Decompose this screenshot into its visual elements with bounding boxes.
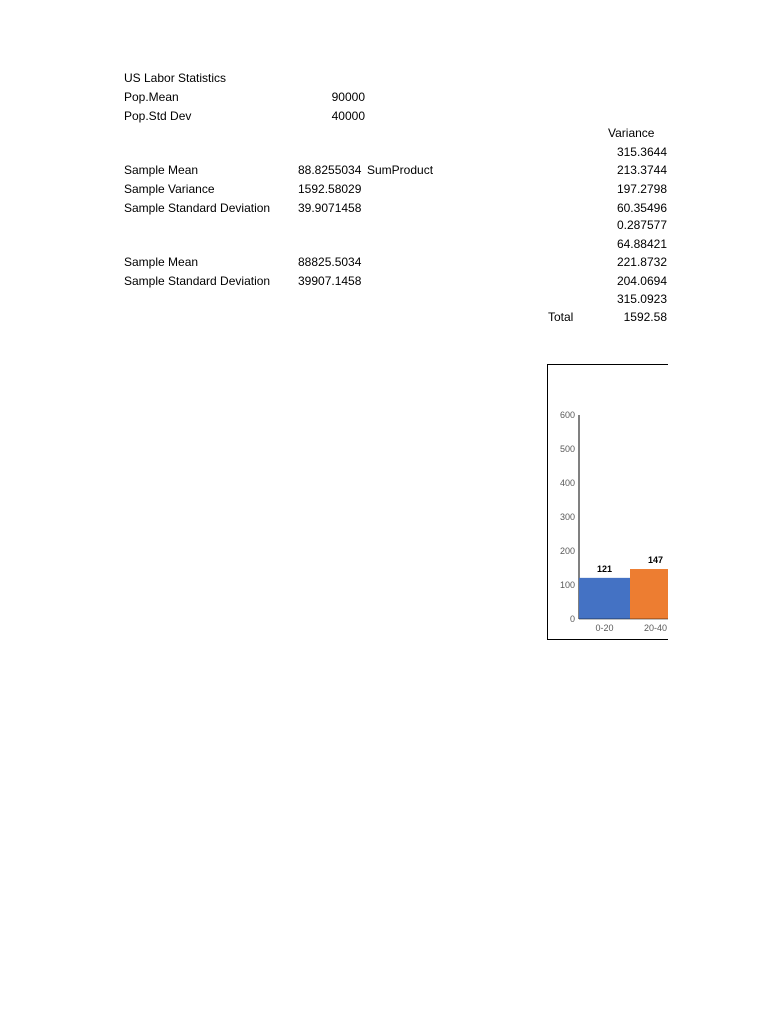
sample1-mean-label: Sample Mean (124, 163, 199, 177)
x-tick-label: 20-40 (643, 623, 668, 633)
sample2-mean-value: 88825.5034 (298, 255, 362, 269)
bar-0-20 (579, 578, 630, 619)
x-tick-label: 0-20 (595, 623, 614, 633)
y-tick-label: 0 (569, 614, 575, 624)
histogram-chart (547, 364, 668, 640)
sample2-std-value: 39907.1458 (298, 274, 362, 288)
y-tick-label: 200 (559, 546, 575, 556)
pop-std-value: 40000 (331, 109, 365, 123)
pop-mean-value: 90000 (331, 90, 365, 104)
sample1-variance-value: 1592.58029 (298, 182, 362, 196)
sumproduct-label: SumProduct (367, 163, 434, 177)
variance-total-label: Total (548, 310, 574, 324)
variance-header: Variance (608, 126, 655, 140)
y-tick-label: 100 (559, 580, 575, 590)
variance-value: 0.287577 (616, 218, 667, 232)
data-label: 147 (647, 555, 664, 566)
sample2-mean-label: Sample Mean (124, 255, 199, 269)
y-tick-label: 400 (559, 478, 575, 488)
sample1-variance-label: Sample Variance (124, 182, 215, 196)
pop-mean-label: Pop.Mean (124, 90, 179, 104)
variance-value: 221.8732 (616, 255, 667, 269)
y-tick-label: 600 (559, 410, 575, 420)
variance-total-value: 1592.58 (623, 310, 667, 324)
variance-value: 315.0923 (616, 292, 667, 306)
sheet-title: US Labor Statistics (124, 71, 227, 85)
variance-value: 213.3744 (616, 163, 667, 177)
y-tick-label: 300 (559, 512, 575, 522)
pop-std-label: Pop.Std Dev (124, 109, 192, 123)
chart-svg (548, 365, 668, 640)
variance-value: 64.88421 (616, 237, 667, 251)
variance-value: 315.3644 (616, 145, 667, 159)
variance-value: 60.35496 (616, 201, 667, 215)
variance-value: 204.0694 (616, 274, 667, 288)
bar-20-40 (630, 569, 668, 619)
sample1-mean-value: 88.8255034 (298, 163, 362, 177)
variance-value: 197.2798 (616, 182, 667, 196)
data-label: 121 (596, 563, 613, 574)
sample1-std-value: 39.9071458 (298, 201, 362, 215)
y-tick-label: 500 (559, 444, 575, 454)
sample1-std-label: Sample Standard Deviation (124, 201, 271, 215)
sample2-std-label: Sample Standard Deviation (124, 274, 271, 288)
